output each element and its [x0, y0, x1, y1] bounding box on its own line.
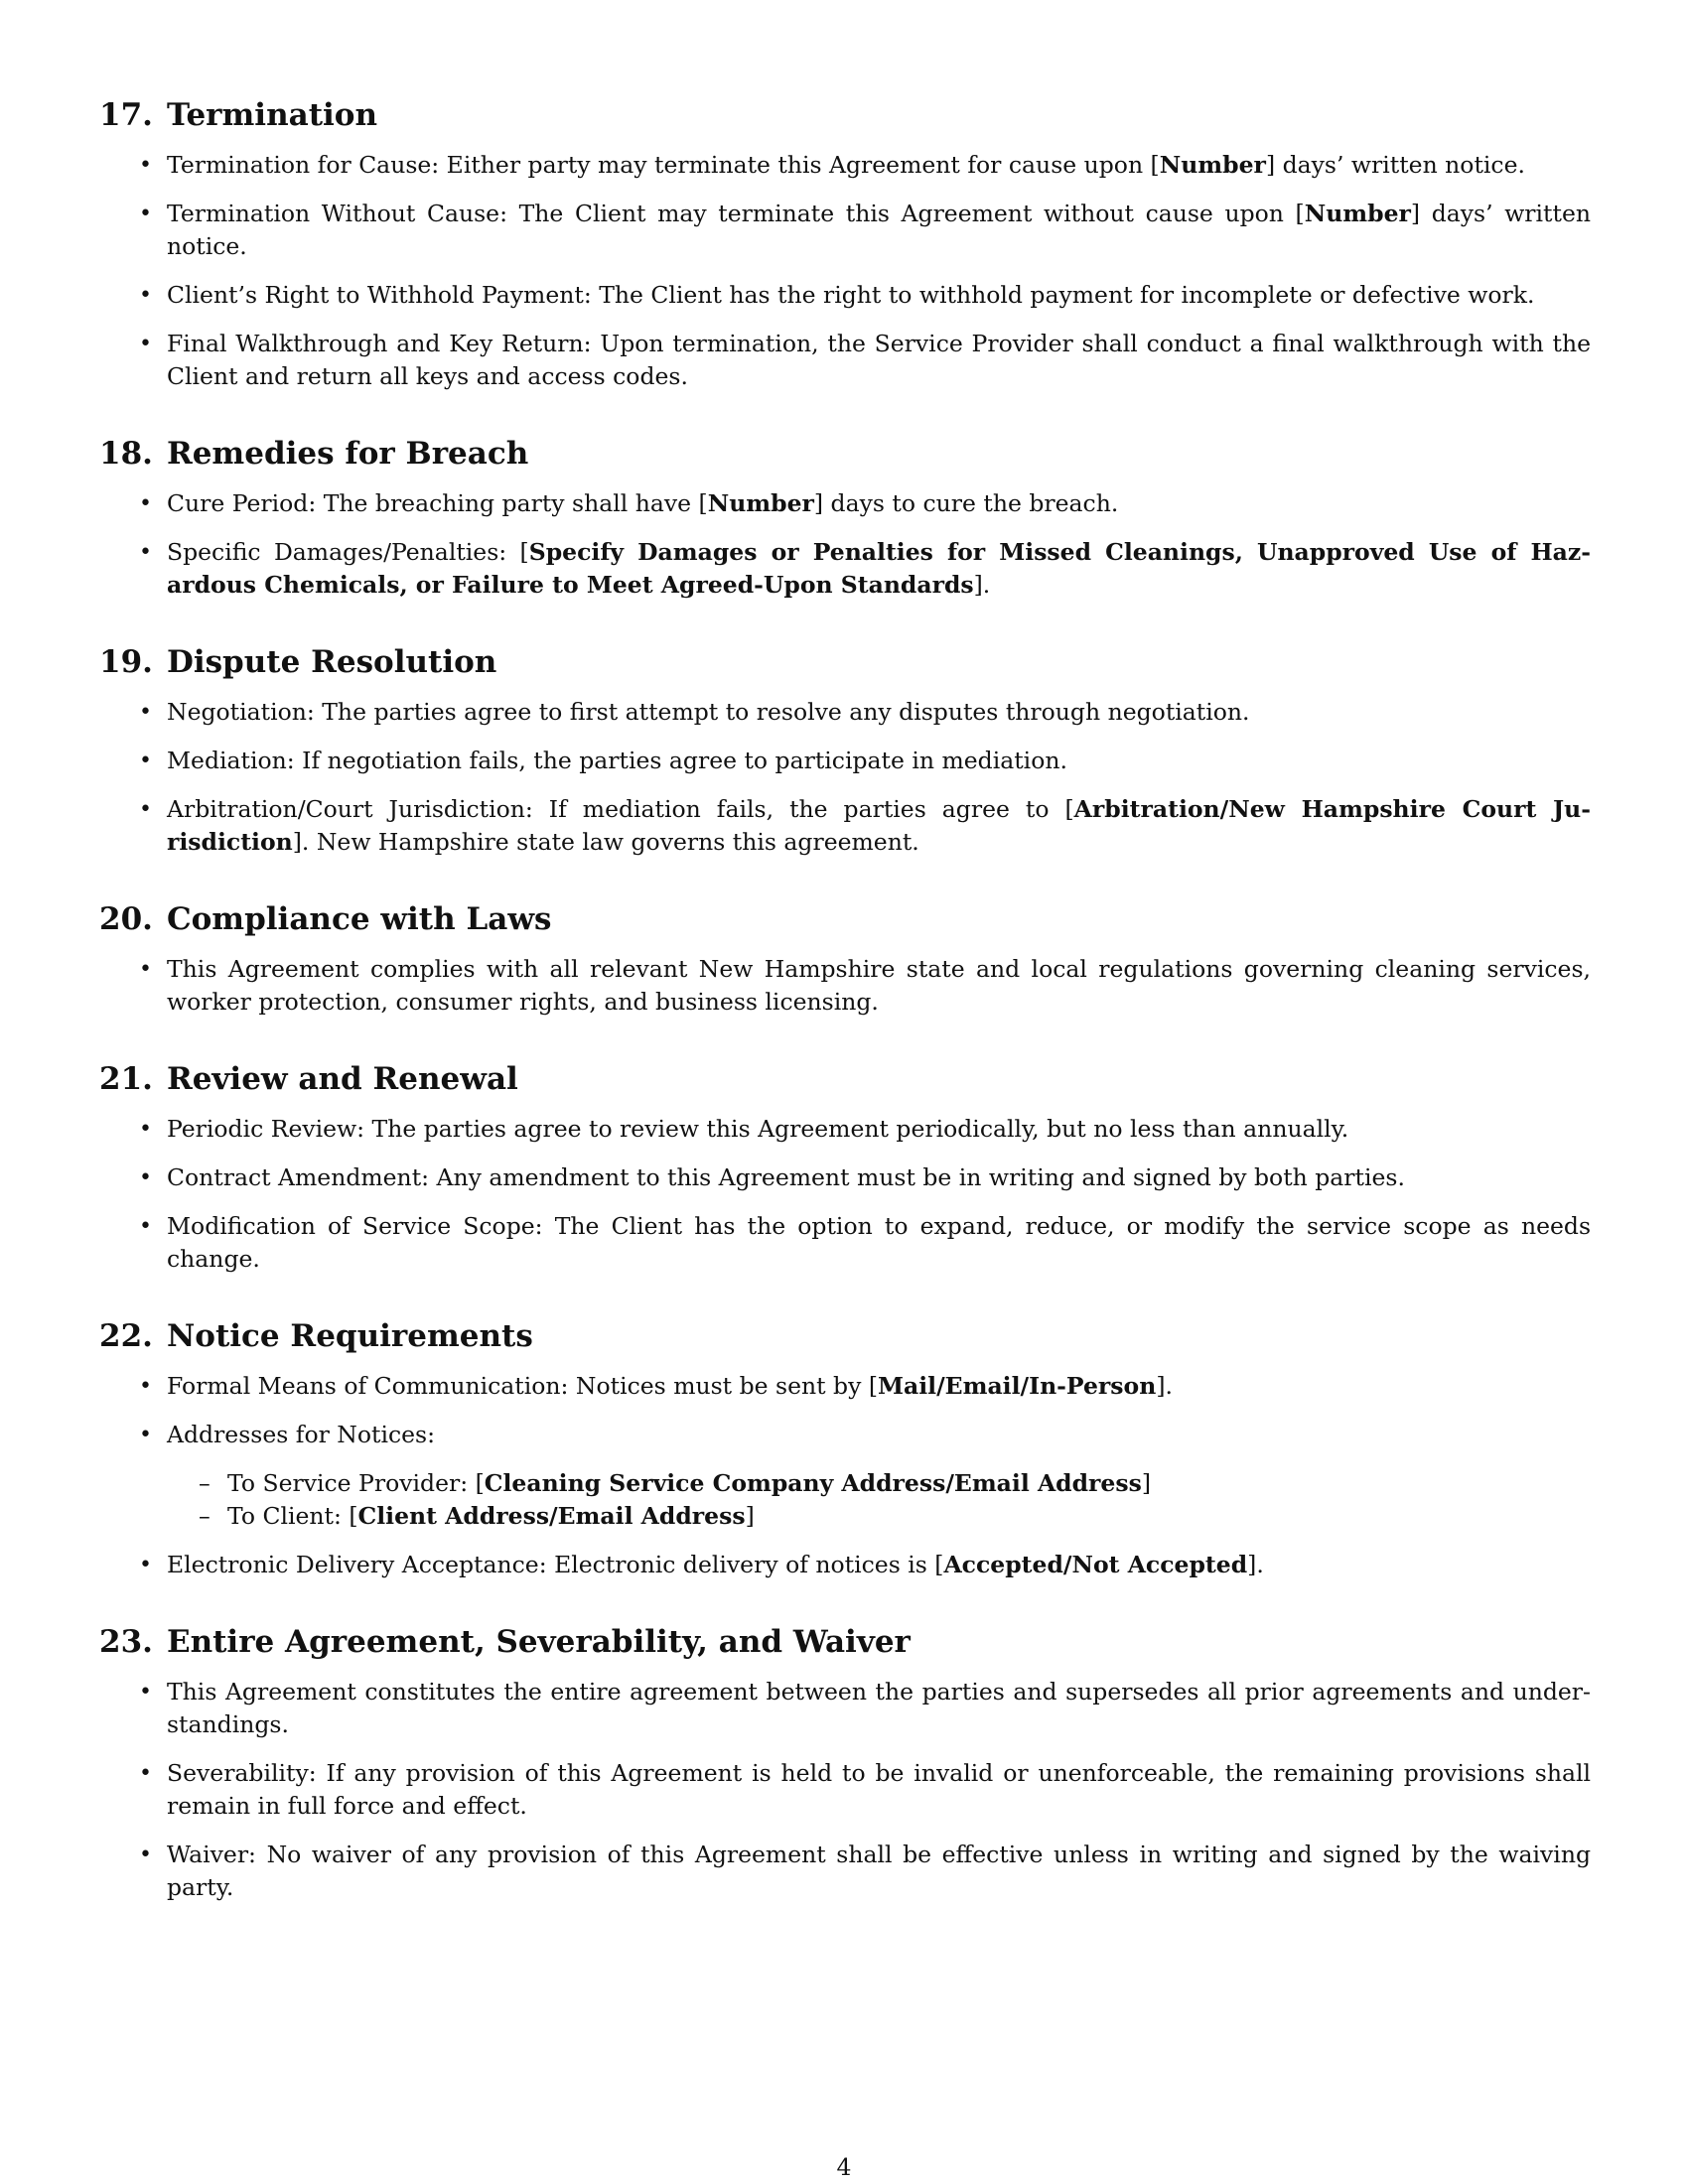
list-item [99, 487, 1591, 520]
bullet-icon: • [139, 1165, 152, 1190]
list-item [99, 149, 1591, 182]
placeholder-field: Number [1304, 200, 1411, 227]
section-title: Remedies for Breach [166, 436, 529, 472]
bullet-icon: • [139, 1761, 152, 1786]
section-number: 19. [99, 644, 153, 680]
bullet-icon: • [139, 797, 152, 822]
placeholder-field: Mail/Email/In-Person [877, 1372, 1157, 1400]
text-run: ] [745, 1502, 755, 1530]
section-20 [99, 899, 1591, 1019]
bullet-list [99, 1113, 1591, 1276]
section-number: 20. [99, 901, 153, 937]
list-item [99, 1757, 1591, 1823]
dash-icon: – [199, 1469, 211, 1497]
bullet-icon: • [139, 202, 152, 226]
section-title: Termination [166, 97, 378, 133]
list-item [99, 328, 1591, 393]
sub-list-item [167, 1500, 1591, 1533]
section-23 [99, 1622, 1591, 1904]
text-run: ] days to cure the breach. [813, 489, 1119, 517]
section-heading [99, 434, 1591, 474]
section-number: 21. [99, 1061, 153, 1097]
list-item [99, 536, 1591, 602]
section-number: 17. [99, 97, 153, 133]
bullet-list [99, 696, 1591, 859]
text-run: ]. [973, 571, 991, 599]
text-run: Formal Means of Communication: Notices must be sent by [ [167, 1372, 878, 1400]
bullet-list [99, 1676, 1591, 1904]
placeholder-field: Accepted/Not Accepted [943, 1551, 1248, 1578]
bullet-icon: • [139, 1374, 152, 1399]
bullet-icon: • [139, 283, 152, 308]
bullet-list [99, 1370, 1591, 1581]
section-title: Entire Agreement, Severability, and Waiver [166, 1624, 911, 1660]
bullet-icon: • [139, 1214, 152, 1239]
text-run: Severability: If any provision of this Agreement is held to be invalid or unenforceable, the remaining provisions shall remain in full force and effect. [167, 1759, 1591, 1820]
bullet-list [99, 953, 1591, 1019]
text-run: ] days’ written notice. [167, 200, 1591, 260]
text-run: Specific Damages/Penalties: [ [167, 538, 529, 566]
section-number: 23. [99, 1624, 153, 1660]
text-run: Electronic Delivery Acceptance: Electronic delivery of notices is [ [167, 1551, 944, 1578]
section-title: Notice Requirements [166, 1318, 533, 1354]
bullet-list [99, 149, 1591, 393]
sub-list-item [167, 1467, 1591, 1500]
list-item [99, 696, 1591, 729]
section-heading [99, 95, 1591, 135]
bullet-list [99, 487, 1591, 602]
text-run: Waiver: No waiver of any provision of this Agreement shall be effective unless in writing and signed by the waiving party. [167, 1841, 1591, 1901]
section-21 [99, 1059, 1591, 1276]
text-run: To Client: [ [227, 1502, 358, 1530]
section-title: Compliance with Laws [166, 901, 552, 937]
text-run: Final Walkthrough and Key Return: Upon termination, the Service Provider shall conduct a final walkthrough with the Client and return all keys and access codes. [167, 330, 1591, 390]
section-heading [99, 1059, 1591, 1099]
text-run: This Agreement constitutes the entire agreement between the parties and supersedes all prior agreements and understandings. [167, 1678, 1591, 1738]
bullet-icon: • [139, 749, 152, 773]
text-run: Negotiation: The parties agree to first attempt to resolve any disputes through negotiation. [167, 698, 1250, 726]
list-item [99, 1419, 1591, 1533]
list-item [99, 1839, 1591, 1904]
text-run: Mediation: If negotiation fails, the parties agree to participate in mediation. [167, 747, 1067, 774]
section-number: 18. [99, 436, 153, 472]
placeholder-field: Arbitration/New Hampshire Court Jurisdiction [167, 795, 1591, 856]
text-run: ] days’ written notice. [1265, 151, 1525, 179]
list-item [99, 1161, 1591, 1194]
text-run: Termination for Cause: Either party may terminate this Agreement for cause upon [ [167, 151, 1160, 179]
dash-icon: – [199, 1502, 211, 1530]
section-title: Dispute Resolution [166, 644, 497, 680]
text-run: Client’s Right to Withhold Payment: The Client has the right to withhold payment for incomplete or defective work. [167, 281, 1535, 309]
text-run: To Service Provider: [ [227, 1469, 485, 1497]
section-17 [99, 95, 1591, 393]
text-run: Modification of Service Scope: The Client has the option to expand, reduce, or modify the service scope as needs change. [167, 1212, 1591, 1273]
list-item [99, 1210, 1591, 1276]
bullet-icon: • [139, 1680, 152, 1705]
text-run: ]. New Hampshire state law governs this agreement. [292, 828, 919, 856]
section-title: Review and Renewal [166, 1061, 518, 1097]
list-item [99, 1113, 1591, 1146]
bullet-icon: • [139, 700, 152, 725]
list-item [99, 1370, 1591, 1403]
list-item [99, 1549, 1591, 1581]
bullet-icon: • [139, 1117, 152, 1142]
document-body [99, 95, 1591, 1945]
section-22 [99, 1316, 1591, 1581]
list-item [99, 198, 1591, 263]
list-item [99, 1676, 1591, 1741]
section-number: 22. [99, 1318, 153, 1354]
bullet-icon: • [139, 540, 152, 565]
section-heading [99, 642, 1591, 682]
section-heading [99, 1622, 1591, 1662]
text-run: Contract Amendment: Any amendment to this Agreement must be in writing and signed by both parties. [167, 1163, 1405, 1191]
section-heading [99, 1316, 1591, 1356]
text-run: Addresses for Notices: [167, 1421, 436, 1448]
bullet-icon: • [139, 1843, 152, 1867]
text-run: Cure Period: The breaching party shall have [ [167, 489, 708, 517]
list-item [99, 793, 1591, 859]
section-heading [99, 899, 1591, 939]
bullet-icon: • [139, 332, 152, 356]
placeholder-field: Specify Damages or Penalties for Missed Cleanings, Unapproved Use of Hazardous Chemicals, or Failure to Meet Agreed-Upon Standards [167, 538, 1591, 599]
placeholder-field: Cleaning Service Company Address/Email Address [484, 1469, 1142, 1497]
list-item [99, 953, 1591, 1019]
bullet-icon: • [139, 153, 152, 178]
text-run: ] [1141, 1469, 1152, 1497]
section-18 [99, 434, 1591, 602]
sub-list [167, 1467, 1591, 1533]
page-number: 4 [836, 2153, 852, 2181]
text-run: Termination Without Cause: The Client may terminate this Agreement without cause upon [ [167, 200, 1305, 227]
text-run: Periodic Review: The parties agree to review this Agreement periodically, but no less than annually. [167, 1115, 1349, 1143]
list-item [99, 279, 1591, 312]
bullet-icon: • [139, 491, 152, 516]
text-run: ]. [1247, 1551, 1264, 1578]
text-run: ]. [1156, 1372, 1173, 1400]
section-19 [99, 642, 1591, 859]
list-item [99, 745, 1591, 777]
bullet-icon: • [139, 1423, 152, 1447]
text-run: This Agreement complies with all relevant New Hampshire state and local regulations governing cleaning services, worker protection, consumer rights, and business licensing. [167, 955, 1591, 1016]
placeholder-field: Number [707, 489, 814, 517]
bullet-icon: • [139, 957, 152, 982]
bullet-icon: • [139, 1553, 152, 1577]
text-run: Arbitration/Court Jurisdiction: If mediation fails, the parties agree to [ [167, 795, 1074, 823]
placeholder-field: Client Address/Email Address [357, 1502, 746, 1530]
placeholder-field: Number [1159, 151, 1266, 179]
